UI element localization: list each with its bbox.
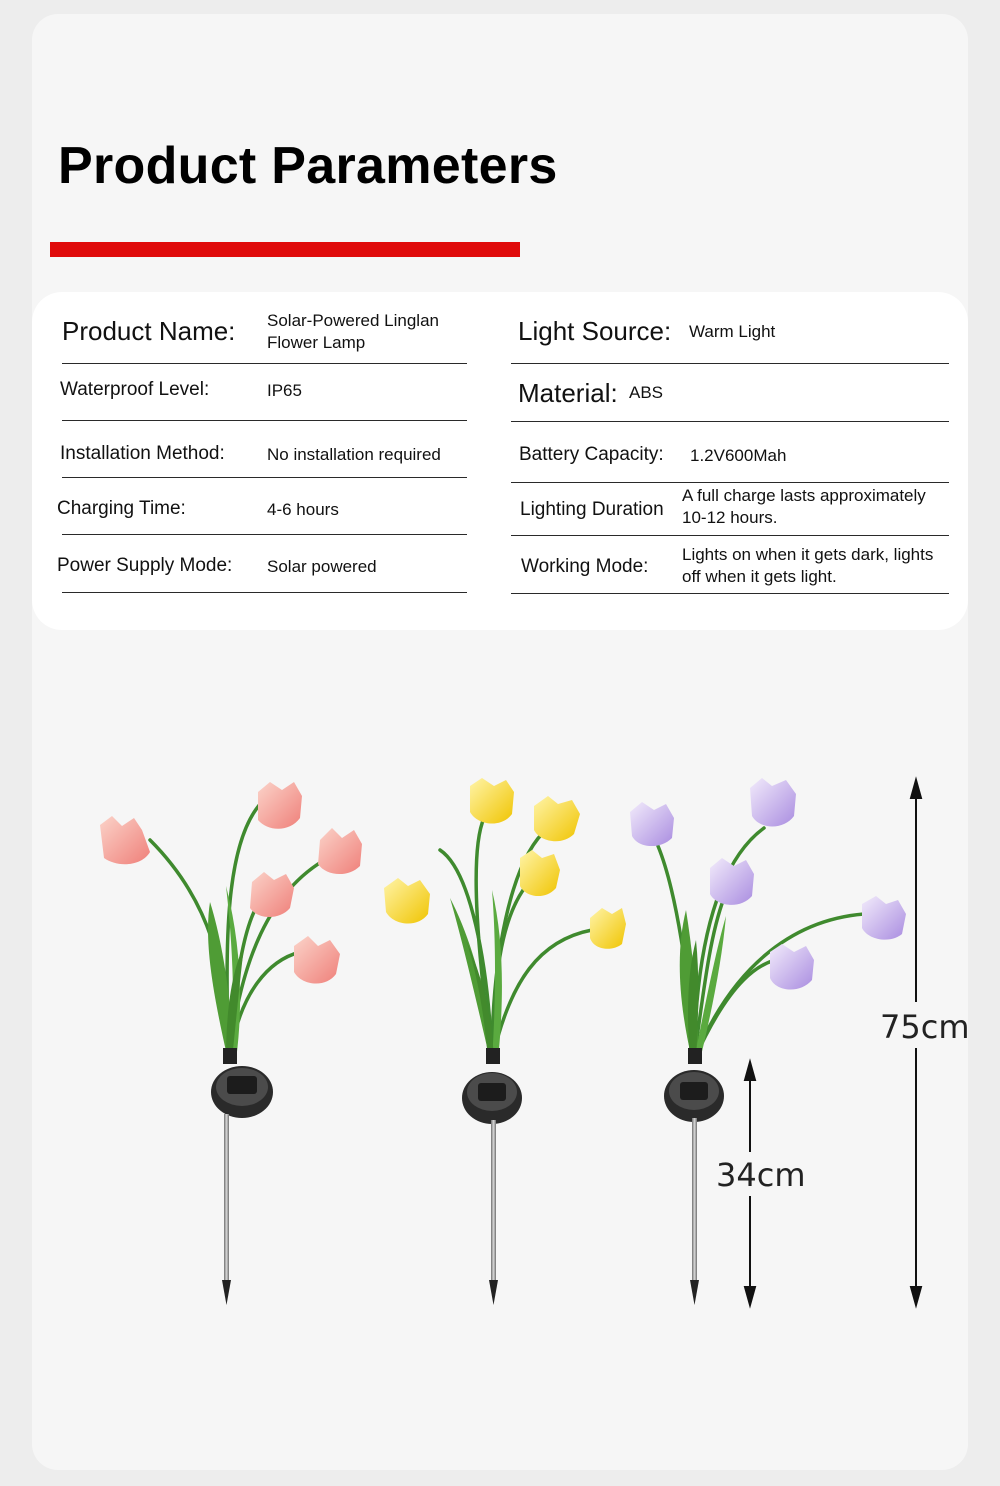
param-label: Charging Time: [57, 498, 186, 519]
title-underline [50, 242, 520, 257]
param-value: A full charge lasts approximately 10-12 hours. [682, 486, 926, 527]
param-label: Installation Method: [60, 443, 225, 464]
param-label: Light Source: [518, 316, 672, 346]
param-value: No installation required [267, 445, 441, 464]
param-value: Lights on when it gets dark, lights off when it gets light. [682, 545, 934, 586]
stake-height-label: 34cm [716, 1156, 806, 1194]
param-label: Battery Capacity: [519, 444, 664, 465]
param-label: Lighting Duration [520, 499, 664, 520]
param-row-waterproof [62, 363, 467, 421]
param-value: Solar powered [267, 557, 377, 576]
page-title: Product Parameters [58, 137, 558, 195]
param-row-working-mode [511, 535, 949, 594]
param-label: Material: [518, 378, 618, 408]
param-row-material [511, 363, 949, 422]
param-value: 4-6 hours [267, 500, 339, 519]
param-value: 1.2V600Mah [690, 446, 787, 465]
yellow-lamp [384, 778, 626, 1305]
param-row-light-source [511, 300, 949, 364]
total-height-label: 75cm [880, 1008, 970, 1046]
param-row-power-supply [57, 534, 467, 593]
param-row-installation [62, 420, 467, 478]
param-row-battery [511, 421, 949, 483]
pink-lamp [100, 782, 362, 1305]
param-label: Product Name: [62, 316, 236, 346]
param-value: IP65 [267, 381, 302, 400]
param-value: ABS [629, 383, 664, 402]
param-row-lighting-duration [511, 482, 949, 536]
param-label: Working Mode: [521, 556, 649, 577]
param-row-product-name [62, 300, 467, 364]
param-value: Solar-Powered Linglan Flower Lamp [267, 311, 439, 352]
param-row-charging [57, 477, 467, 535]
param-label: Waterproof Level: [60, 379, 210, 400]
lamp-illustration [0, 640, 1000, 1440]
param-value: Warm Light [689, 322, 776, 341]
param-label: Power Supply Mode: [57, 555, 233, 576]
purple-lamp [630, 778, 906, 1305]
